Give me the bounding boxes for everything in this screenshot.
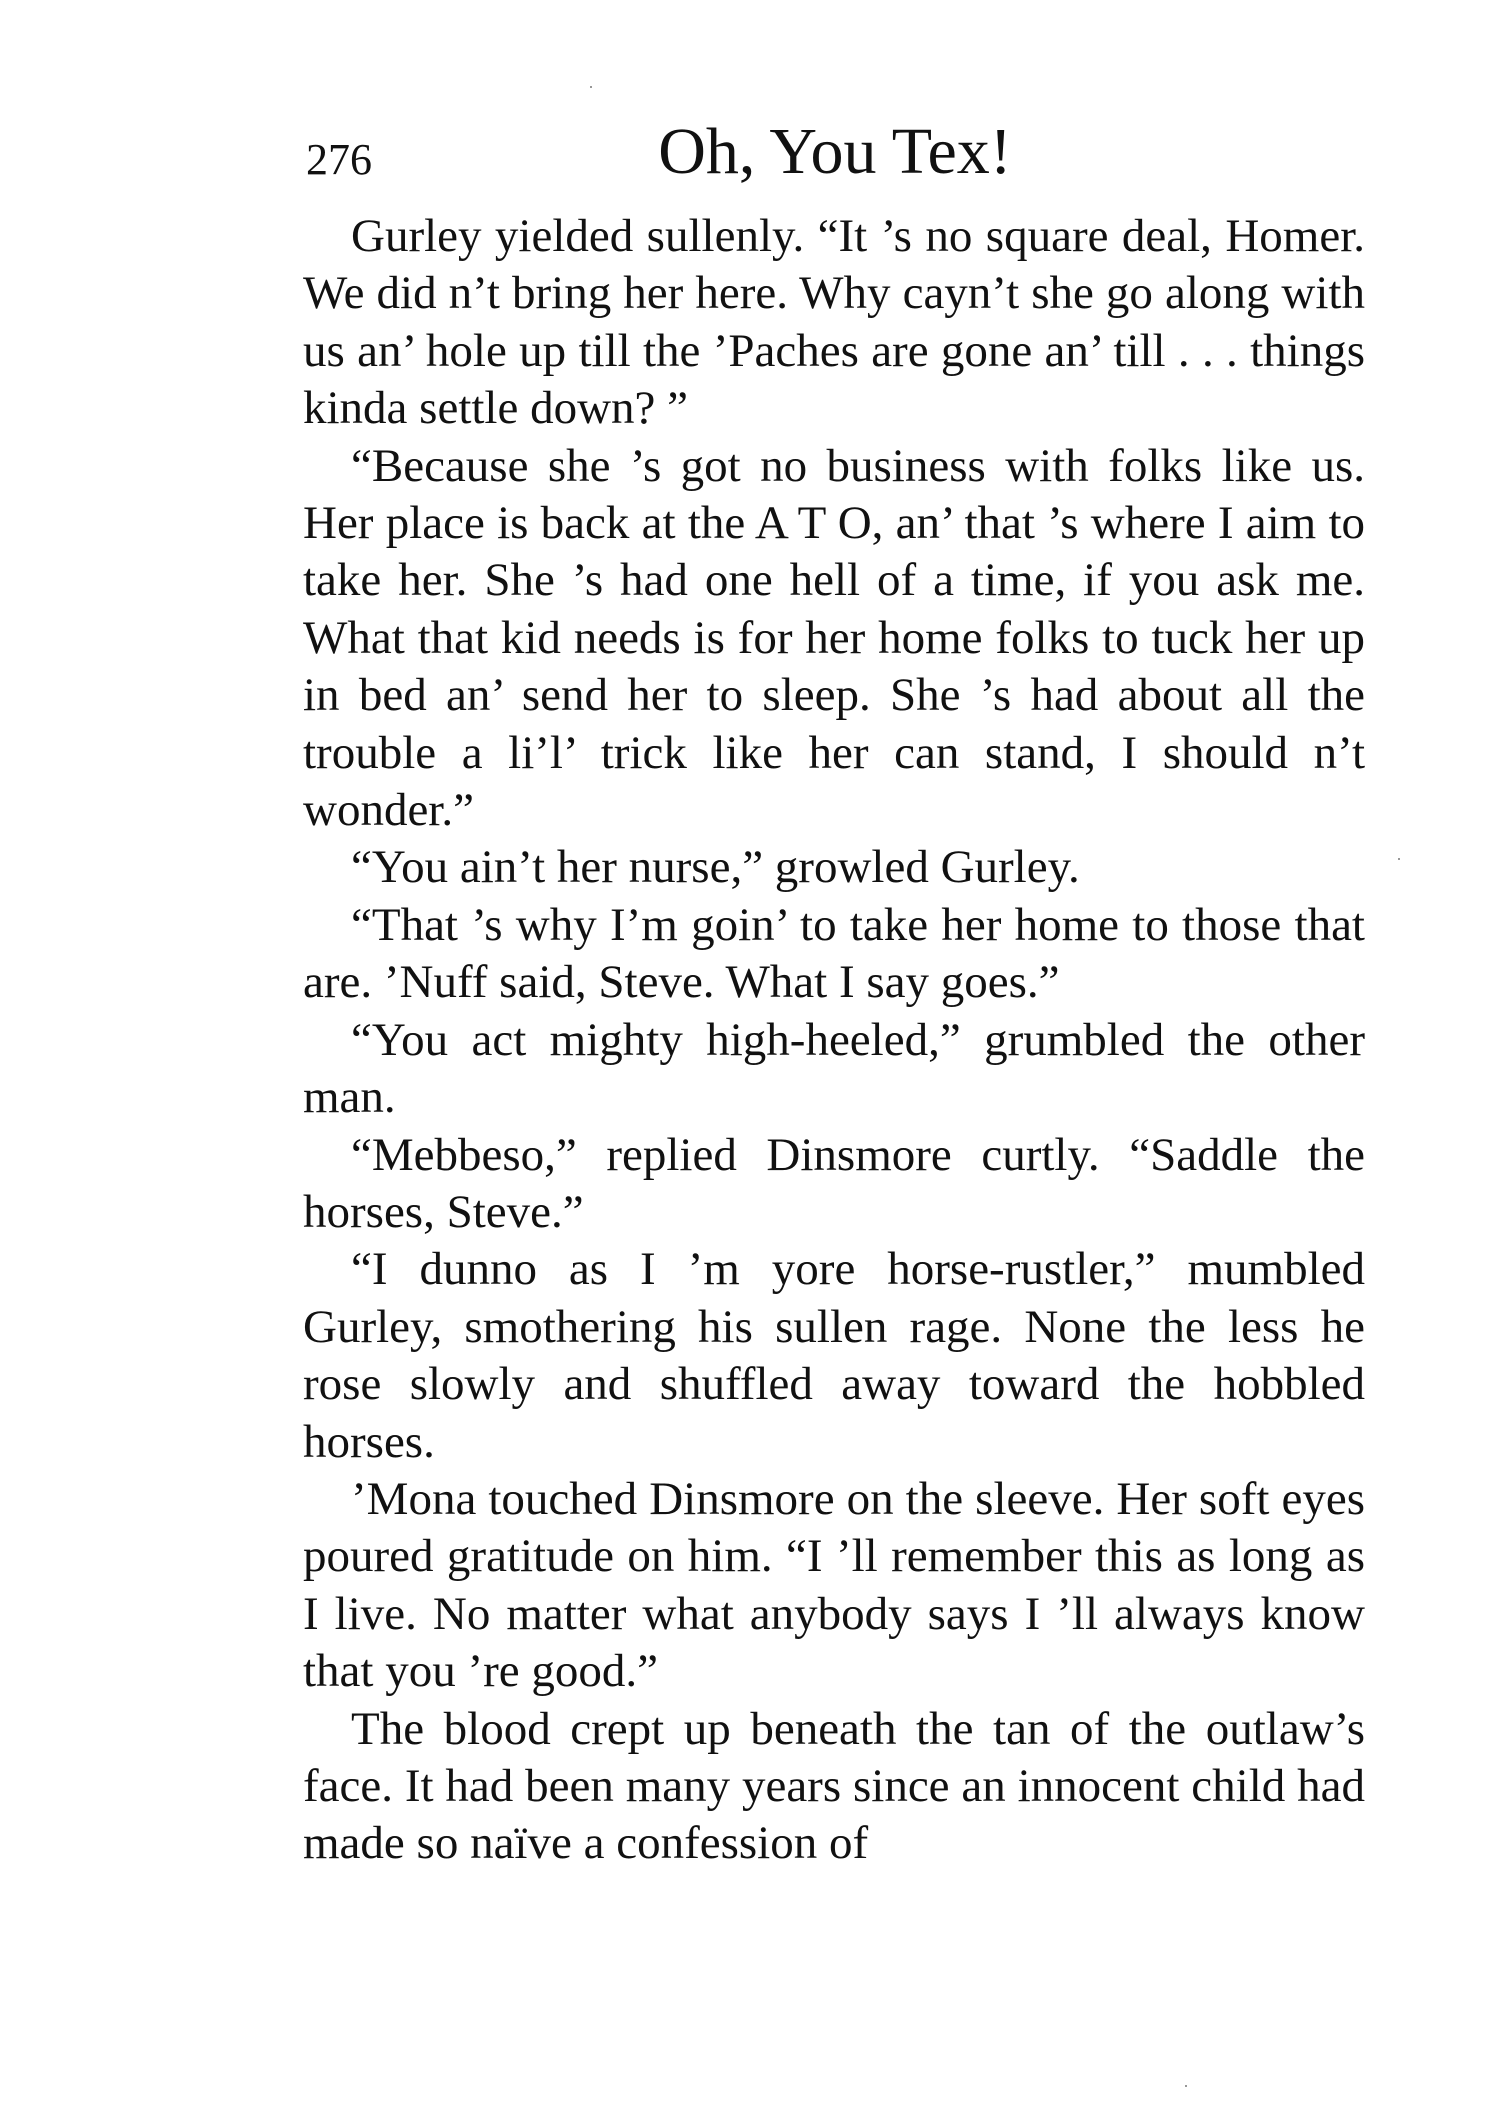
paragraph: “Because she ’s got no business with folks like us. Her place is back at the A T O, an’ that ’s where I aim to take her. She ’s had one hell of a time, if you ask me. What that kid needs is for her home folks to tuck her up in bed an’ send her to sleep. She ’s had about all the trouble a li’l’ trick like her can stand, I should n’t wonder.” <box>303 439 1365 837</box>
body-text <box>303 208 1365 1873</box>
paragraph: “Mebbeso,” replied Dinsmore curtly. “Saddle the horses, Steve.” <box>303 1128 1365 1238</box>
scan-speck <box>590 86 592 88</box>
scan-speck <box>1185 2085 1187 2087</box>
paragraph: “That ’s why I’m goin’ to take her home to those that are. ’Nuff said, Steve. What I say goes.” <box>303 898 1365 1009</box>
scan-speck <box>1398 858 1400 860</box>
running-title: Oh, You Tex! <box>658 115 1012 188</box>
paragraph: Gurley yielded sullenly. “It ’s no square deal, Homer. We did n’t bring her here. Why cayn’t she go along with us an’ hole up till the ’Paches are gone an’ till . . . things kinda settle down? ” <box>303 210 1365 435</box>
page-header <box>306 112 1364 202</box>
paragraph: “You act mighty high-heeled,” grumbled the other man. <box>303 1013 1365 1124</box>
paragraph: ’Mona touched Dinsmore on the sleeve. Her soft eyes poured gratitude on him. “I ’ll remember this as long as I live. No matter what anybody says I ’ll always know that you ’re good.” <box>303 1472 1365 1698</box>
paragraph: “I dunno as I ’m yore horse-rustler,” mumbled Gurley, smothering his sullen rage. None the less he rose slowly and shuffled away toward the hobbled horses. <box>303 1243 1365 1468</box>
paragraph: The blood crept up beneath the tan of the outlaw’s face. It had been many years since an innocent child had made so naïve a confession of <box>303 1702 1365 1870</box>
page-number: 276 <box>306 135 372 184</box>
paragraph: “You ain’t her nurse,” growled Gurley. <box>351 841 1080 894</box>
